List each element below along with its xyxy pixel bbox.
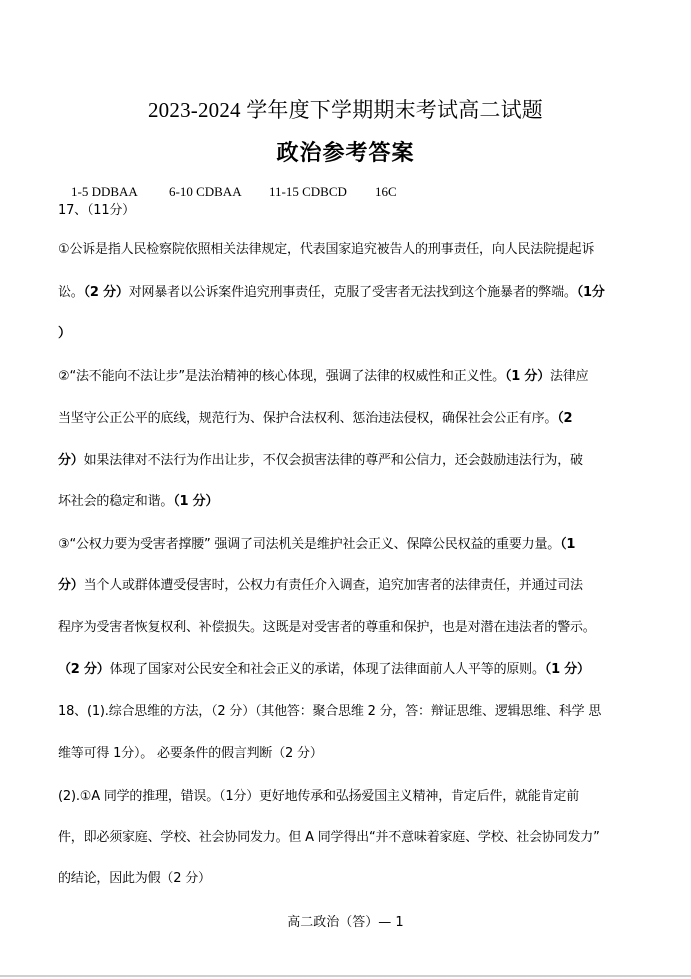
q18-line2: 维等可得 1分）。 必要条件的假言判断（2 分） (58, 746, 323, 761)
q17-p1-score-close: ） (58, 326, 71, 341)
q17-p3-score-b: （2 分） (58, 662, 110, 677)
q17-p2-text-b: 法律应 (550, 369, 589, 384)
q17-p2-score-b-close: 分） (58, 453, 84, 468)
page-bottom-edge (0, 975, 691, 977)
q17-p2-score-c: （1 分） (173, 494, 219, 509)
answer-key-subtitle: 政治参考答案 (276, 141, 415, 166)
q18-line4: 件，即必须家庭、学校、社会协同发力。但 A 同学得出“并不意味着家庭、学校、社会协同发力” (58, 830, 600, 845)
q17-p1-score-b: （1分 (576, 285, 605, 300)
q17-p2-line4 (58, 494, 648, 510)
q17-p2-text-e: 坏社会的稳定和谐。 (58, 494, 174, 509)
page-footer: 高二政治（答）— 1 (287, 915, 404, 930)
q17-p2-score-a: （1 分） (504, 369, 551, 384)
q17-p1-line1: ①公诉是指人民检察院依照相关法律规定，代表国家追究被告人的刑事责任，向人民法院提起诉 (58, 242, 595, 257)
q17-p3-text-c: 体现了国家对公民安全和社会正义的承诺，体现了法律面前人人平等的原则。 (109, 662, 545, 677)
answers-6-10: 6-10 CDBAA (169, 184, 242, 199)
q17-p1-score-a: （2 分） (83, 285, 129, 300)
q17-p2-line2 (58, 411, 648, 427)
q17-p1-line3 (58, 326, 648, 342)
q18-line3: (2).①A 同学的推理，错误。（1分）更好地传承和弘扬爱国主义精神，肯定后件，就能肯定前 (58, 789, 579, 804)
answers-1-5: 1-5 DDBAA (71, 184, 138, 199)
q17-p3-score-a: （1 (560, 537, 576, 552)
q17-p1-line2 (58, 285, 648, 301)
q18-line5: 的结论，因此为假（2 分） (58, 871, 211, 886)
q17-p3-text-b: 当个人或群体遭受侵害时，公权力有责任介入调查，追究加害者的法律责任，并通过司法 (83, 578, 583, 593)
q17-p2-line3 (58, 453, 648, 469)
q17-heading: 17、（11分） (58, 203, 135, 218)
q17-p1-text-a: 讼。 (58, 285, 84, 300)
q17-p3-score-a-close: 分） (58, 578, 84, 593)
q17-p2-text-a: ②“法不能向不法让步”是法治精神的核心体现，强调了法律的权威性和正义性。 (58, 369, 505, 384)
q17-p2-line1 (58, 369, 648, 385)
answers-11-15: 11-15 CDBCD (269, 184, 347, 199)
q17-p3-line4 (58, 662, 648, 678)
answer-16: 16C (375, 184, 397, 199)
q17-p2-score-b: （2 (557, 411, 573, 426)
exam-title: 2023-2024 学年度下学期期末考试高二试题 (147, 98, 544, 122)
q17-p3-score-c: （1 分） (544, 662, 590, 677)
q17-p2-text-d: 如果法律对不法行为作出让步，不仅会损害法律的尊严和公信力，还会鼓励违法行为，破 (83, 453, 583, 468)
q17-p3-line3: 程序为受害者恢复权利、补偿损失。这既是对受害者的尊重和保护，也是对潜在违法者的警示。 (58, 620, 596, 635)
q18-line1: 18、(1).综合思维的方法，（2 分）（其他答：聚合思维 2 分，答：辩证思维、逻辑思维、科学 思 (58, 704, 602, 719)
q17-p3-line1 (58, 537, 648, 553)
q17-p2-text-c: 当坚守公正公平的底线，规范行为、保护合法权利、惩治违法侵权，确保社会公正有序。 (58, 411, 558, 426)
q17-p1-text-b: 对网暴者以公诉案件追究刑事责任，克服了受害者无法找到这个施暴者的弊端。 (128, 285, 577, 300)
q17-p3-line2 (58, 578, 648, 594)
q17-p3-text-a: ③“公权力要为受害者撑腰” 强调了司法机关是维护社会正义、保障公民权益的重要力量。 (58, 537, 561, 552)
